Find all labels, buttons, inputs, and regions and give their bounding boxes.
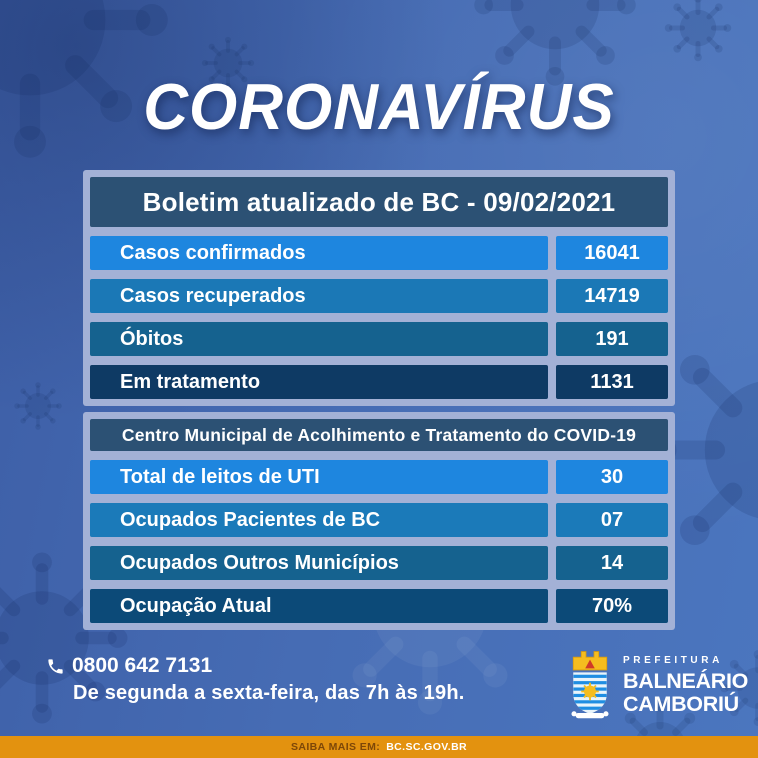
row-label: Total de leitos de UTI xyxy=(90,460,548,494)
treatment-center-card xyxy=(83,412,675,630)
row-label: Ocupação Atual xyxy=(90,589,548,623)
row-value: 191 xyxy=(556,322,668,356)
row-label: Casos confirmados xyxy=(90,236,548,270)
row-value: 30 xyxy=(556,460,668,494)
row-value: 70% xyxy=(556,589,668,623)
more-info-label: SAIBA MAIS EM: xyxy=(290,741,381,753)
phone-icon xyxy=(46,657,65,676)
website-url: BC.SC.GOV.BR xyxy=(386,741,468,753)
treatment-center-header: Centro Municipal de Acolhimento e Tratamento do COVID-19 xyxy=(90,419,668,451)
logo-line-balneario: BALNEÁRIO xyxy=(623,669,749,694)
city-crest-icon xyxy=(566,646,614,726)
contact-info xyxy=(46,654,465,705)
table-row xyxy=(90,589,668,623)
phone-number: 0800 642 7131 xyxy=(72,654,213,677)
logo-line-camboriu: CAMBORIÚ xyxy=(623,692,739,716)
bulletin-card xyxy=(83,170,675,406)
row-value: 16041 xyxy=(556,236,668,270)
row-label: Casos recuperados xyxy=(90,279,548,313)
table-row xyxy=(90,279,668,313)
table-row xyxy=(90,460,668,494)
table-row xyxy=(90,236,668,270)
table-row xyxy=(90,365,668,399)
row-label: Ocupados Outros Municípios xyxy=(90,546,548,580)
service-hours: De segunda a sexta-feira, das 7h às 19h. xyxy=(73,682,465,704)
table-row xyxy=(90,503,668,537)
row-value: 07 xyxy=(556,503,668,537)
row-value: 14 xyxy=(556,546,668,580)
table-row xyxy=(90,546,668,580)
city-logo xyxy=(566,646,748,726)
more-info-bar xyxy=(0,736,758,758)
row-label: Óbitos xyxy=(90,322,548,356)
table-row xyxy=(90,322,668,356)
logo-line-prefeitura: PREFEITURA xyxy=(623,655,723,667)
row-label: Em tratamento xyxy=(90,365,548,399)
row-value: 14719 xyxy=(556,279,668,313)
row-label: Ocupados Pacientes de BC xyxy=(90,503,548,537)
bulletin-header: Boletim atualizado de BC - 09/02/2021 xyxy=(90,177,668,227)
row-value: 1131 xyxy=(556,365,668,399)
page-title: CORONAVÍRUS xyxy=(143,71,615,144)
